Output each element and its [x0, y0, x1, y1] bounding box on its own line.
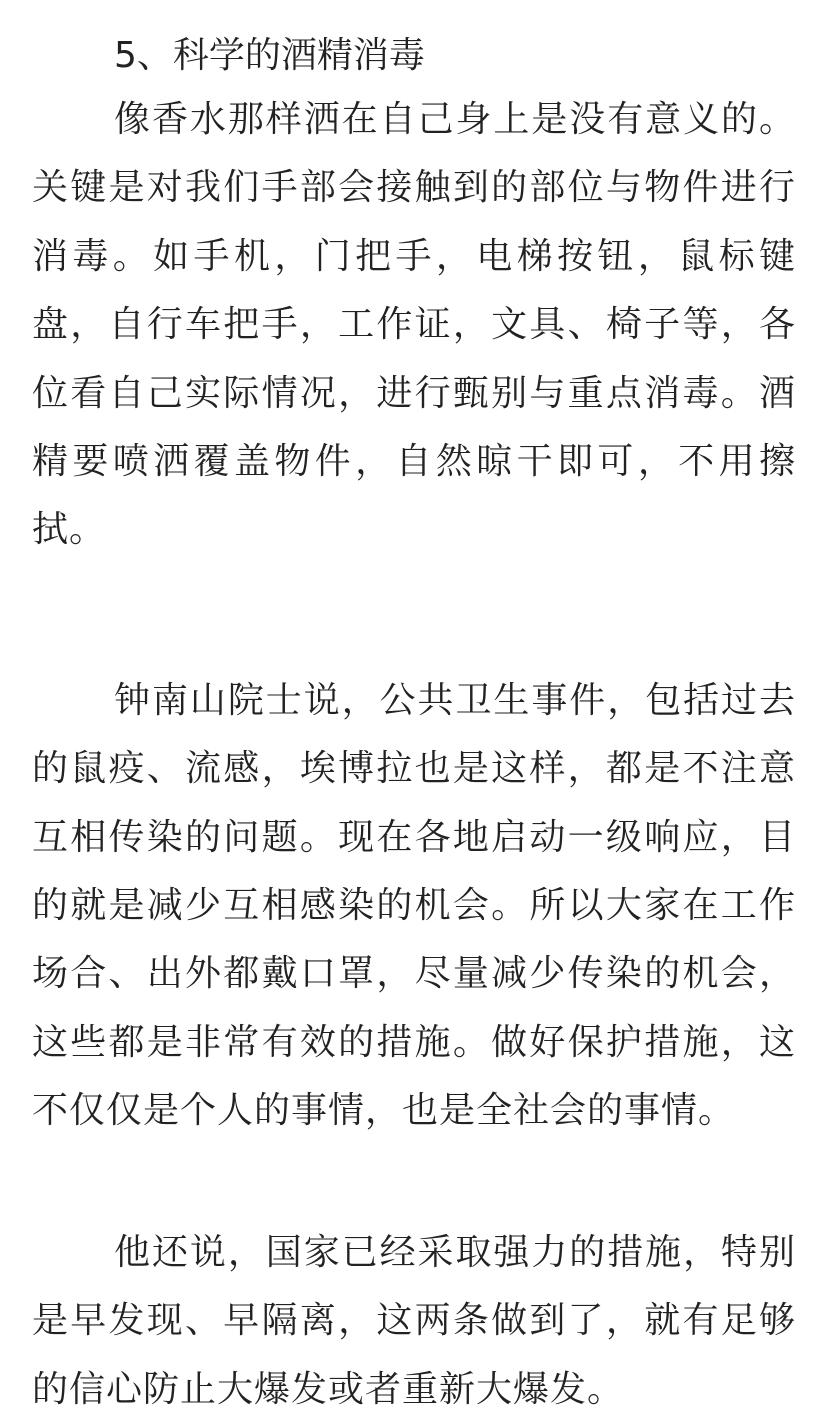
article-body — [32, 26, 796, 1424]
paragraph-spacer — [32, 565, 796, 667]
paragraph-spacer — [32, 1146, 796, 1219]
paragraph-zhong-nanshan-remarks: 钟南山院士说，公共卫生事件，包括过去的鼠疫、流感，埃博拉也是这样，都是不注意互相传染的问题。现在各地启动一级响应，目的就是减少互相感染的机会。所以大家在工作场合、出外都戴口罩，尽量减少传染的机会，这些都是非常有效的措施。做好保护措施，这不仅仅是个人的事情，也是全社会的事情。 — [32, 679, 796, 1132]
section-heading: 5、科学的酒精消毒 — [114, 35, 425, 76]
paragraph-national-measures: 他还说，国家已经采取强力的措施，特别是早发现、早隔离，这两条做到了，就有足够的信心防止大爆发或者重新大爆发。 — [32, 1231, 796, 1410]
paragraph-alcohol-disinfection: 像香水那样洒在自己身上是没有意义的。关键是对我们手部会接触到的部位与物件进行消毒。如手机，门把手，电梯按钮，鼠标键盘，自行车把手，工作证，文具、椅子等，各位看自己实际情况，进行甄别与重点消毒。酒精要喷洒覆盖物件，自然晾干即可，不用擦拭。 — [32, 99, 796, 551]
